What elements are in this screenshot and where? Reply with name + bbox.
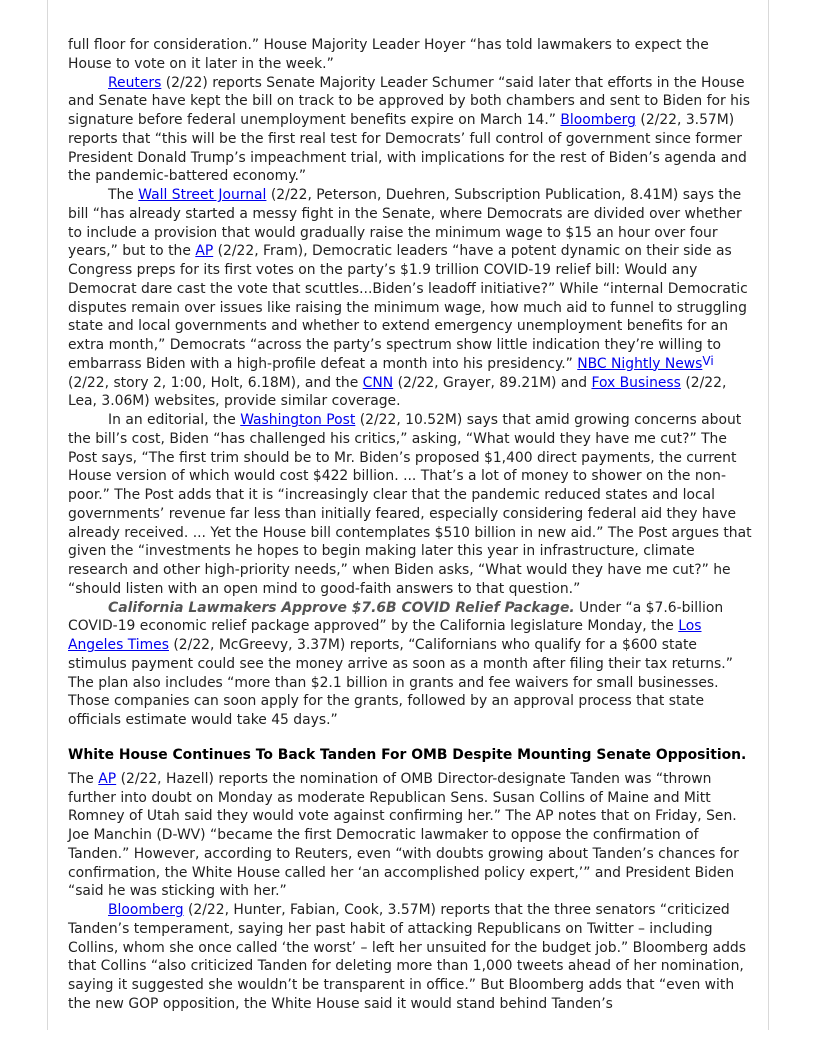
link-nbc-nightly-news[interactable]: NBC Nightly News	[577, 355, 703, 372]
link-fox-business[interactable]: Fox Business	[591, 374, 681, 391]
paragraph-text: full floor for consideration.” House Majority Leader Hoyer “has told lawmakers to expect the House to vote on it later in the week.”	[68, 37, 709, 72]
link-bloomberg[interactable]: Bloomberg	[108, 902, 184, 918]
paragraph-text: (2/22, 3.57M) reports that “this will be the first real test for Democrats’ full control of government since former President Donald Trump’s impeachment trial, with implications for the rest of Biden’s agenda and the pandemic-battered economy.”	[68, 112, 747, 185]
page-border-right	[768, 0, 769, 1030]
link-washington-post[interactable]: Washington Post	[240, 412, 356, 428]
paragraph-text: (2/22, Lea, 3.06M) websites, provide similar coverage.	[68, 374, 727, 410]
paragraph-ap-tanden	[68, 770, 752, 901]
paragraph-text: (2/22, 10.52M) says that amid growing concerns about the bill’s cost, Biden “has challenged his critics,” asking, “What would they have me cut?” The Post says, “The first trim should be to Mr. Biden’s proposed $1,400 direct payments, the current House version of which would cost $422 billion. ... That’s a lot of money to shower on the non-poor.” The Post adds that it is “increasingly clear that the pandemic reduced states and local governments’ revenue far less than initially feared, especially considering federal aid they have already received. ... Yet the House bill contemplates $510 billion in new aid.” The Post argues that given the “investments he hopes to begin making later this year in infrastructure, climate research and other high-priority needs,” when Biden asks, “What would they have me cut?” he “should listen with an open mind to good-faith answers to that question.”	[68, 412, 752, 597]
paragraph-text: The	[108, 187, 139, 203]
paragraph-washington-post	[68, 411, 752, 599]
document-body	[68, 36, 752, 1014]
link-wall-street-journal[interactable]: Wall Street Journal	[138, 187, 267, 203]
paragraph-wsj	[68, 186, 752, 411]
link-ap[interactable]: AP	[98, 770, 117, 787]
video-note-marker[interactable]: Vi	[702, 353, 714, 368]
link-cnn[interactable]: CNN	[362, 374, 394, 391]
paragraph-text: (2/22, Fram), Democratic leaders “have a potent dynamic on their side as Congress preps for its first votes on the party’s $1.9 trillion COVID-19 relief bill: Would any Democrat dare cast the vote that scuttles...Biden’s leadoff initiative?” While “internal Democratic disputes remain over issues like raising the minimum wage, how much aid to funnel to struggling state and local governments and whether to extend emergency unemployment benefits for an extra month,” Democrats “across the party’s spectrum show little indication they’re willing to embarrass Biden with a high-profile defeat a month into his presidency.”	[68, 243, 748, 372]
paragraph-hoyer	[68, 36, 752, 74]
link-los-angeles-times[interactable]: Los Angeles Times	[68, 618, 702, 653]
california-lede: California Lawmakers Approve $7.6B COVID Relief Package.	[108, 599, 575, 616]
paragraph-text: (2/22, Hazell) reports the nomination of OMB Director-designate Tanden was “thrown further into doubt on Monday as moderate Republican Sens. Susan Collins of Maine and Mitt Romney of Utah said they would vote against confirming her.” The AP notes that on Friday, Sen. Joe Manchin (D-WV) “became the first Democratic lawmaker to oppose the confirmation of Tanden.” However, according to Reuters, even “with doubts growing about Tanden’s chances for confirmation, the White House called her ‘an accomplished policy expert,’” and President Biden “said he was sticking with her.”	[68, 770, 739, 900]
paragraph-text: (2/22) reports Senate Majority Leader Schumer “said later that efforts in the House and Senate have kept the bill on track to be approved by both chambers and sent to Biden for his signature before federal unemployment benefits expire on March 14.”	[68, 74, 750, 128]
link-reuters[interactable]: Reuters	[108, 74, 162, 91]
paragraph-text: (2/22, Grayer, 89.21M) and	[393, 374, 592, 391]
paragraph-text: In an editorial, the	[108, 412, 241, 428]
paragraph-text: (2/22, Peterson, Duehren, Subscription Publication, 8.41M) says the bill “has already started a messy fight in the Senate, where Democrats are divided over whether to include a provision that would gradually raise the minimum wage to $15 an hour over four years,” but to the	[68, 187, 742, 260]
link-bloomberg[interactable]: Bloomberg	[560, 112, 636, 128]
paragraph-reuters	[68, 74, 752, 187]
link-ap[interactable]: AP	[195, 243, 214, 260]
paragraph-text: (2/22, McGreevy, 3.37M) reports, “Californians who qualify for a $600 state stimulus payment could see the money arrive as soon as a month after filing their tax returns.” The plan also includes “more than $2.1 billion in grants and fee waivers for small businesses. Those companies can soon apply for the grants, followed by an approval process that state officials estimate would take 45 days.”	[68, 637, 733, 728]
paragraph-text: (2/22, Hunter, Fabian, Cook, 3.57M) reports that the three senators “criticized Tanden’s temperament, saying her past habit of attacking Republicans on Twitter – including Collins, whom she once called ‘the worst’ – left her unsuited for the budget job.” Bloomberg adds that Collins “also criticized Tanden for deleting more than 1,000 tweets ahead of her nomination, saying it suggested she wouldn’t be transparent in office.” But Bloomberg adds that “even with the new GOP opposition, the White House said it would stand behind Tanden’s	[68, 902, 746, 1012]
section-heading-tanden: White House Continues To Back Tanden For OMB Despite Mounting Senate Opposition.	[68, 746, 747, 763]
paragraph-text: Under “a $7.6-billion COVID-19 economic relief package approved” by the California legislature Monday, the	[68, 599, 724, 635]
paragraph-text: The	[68, 770, 99, 787]
page-border-left	[47, 0, 48, 1030]
paragraph-text: (2/22, story 2, 1:00, Holt, 6.18M), and the	[68, 374, 363, 391]
paragraph-california	[68, 599, 752, 730]
paragraph-bloomberg-tanden	[68, 901, 752, 1014]
